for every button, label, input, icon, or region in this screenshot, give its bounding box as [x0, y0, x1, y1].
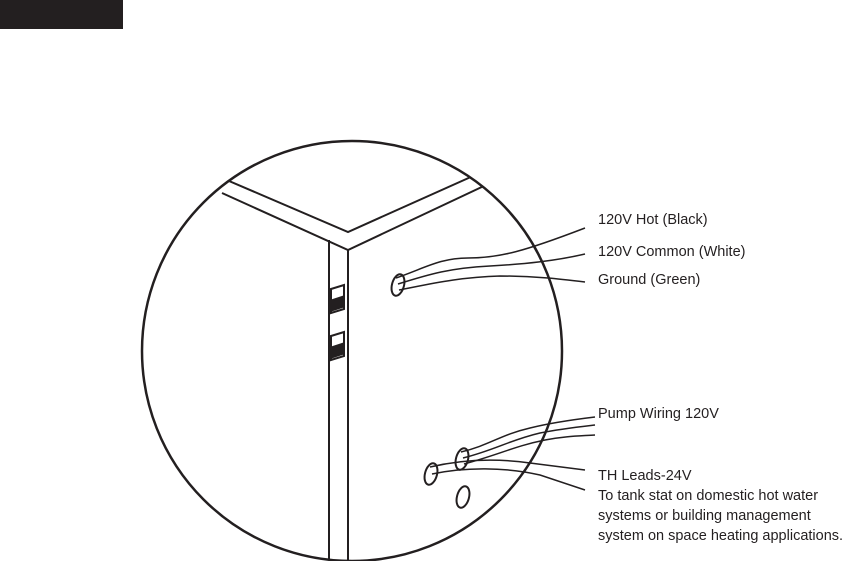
label-ground: Ground (Green): [598, 272, 701, 288]
wire-hot: [396, 228, 585, 278]
power-knockout: [389, 273, 406, 297]
magnifier-circle: [142, 141, 562, 561]
label-th-leads: TH Leads-24V: [598, 468, 692, 484]
switch-upper: [331, 285, 344, 313]
th-lead-1: [430, 460, 585, 470]
pump-wire-1: [461, 417, 595, 452]
switch-lower: [331, 332, 344, 360]
th-lead-2: [432, 469, 585, 490]
wire-ground: [399, 276, 585, 290]
label-hot: 120V Hot (Black): [598, 212, 708, 228]
label-note-line3: system on space heating applications.: [598, 528, 844, 544]
label-note-line2: systems or building management: [598, 508, 811, 524]
label-common: 120V Common (White): [598, 244, 746, 260]
pump-wire-2: [463, 425, 595, 458]
label-pump: Pump Wiring 120V: [598, 406, 719, 422]
label-note-line1: To tank stat on domestic hot water: [598, 488, 819, 504]
cabinet-outline: [222, 176, 486, 561]
spare-knockout: [454, 485, 471, 509]
